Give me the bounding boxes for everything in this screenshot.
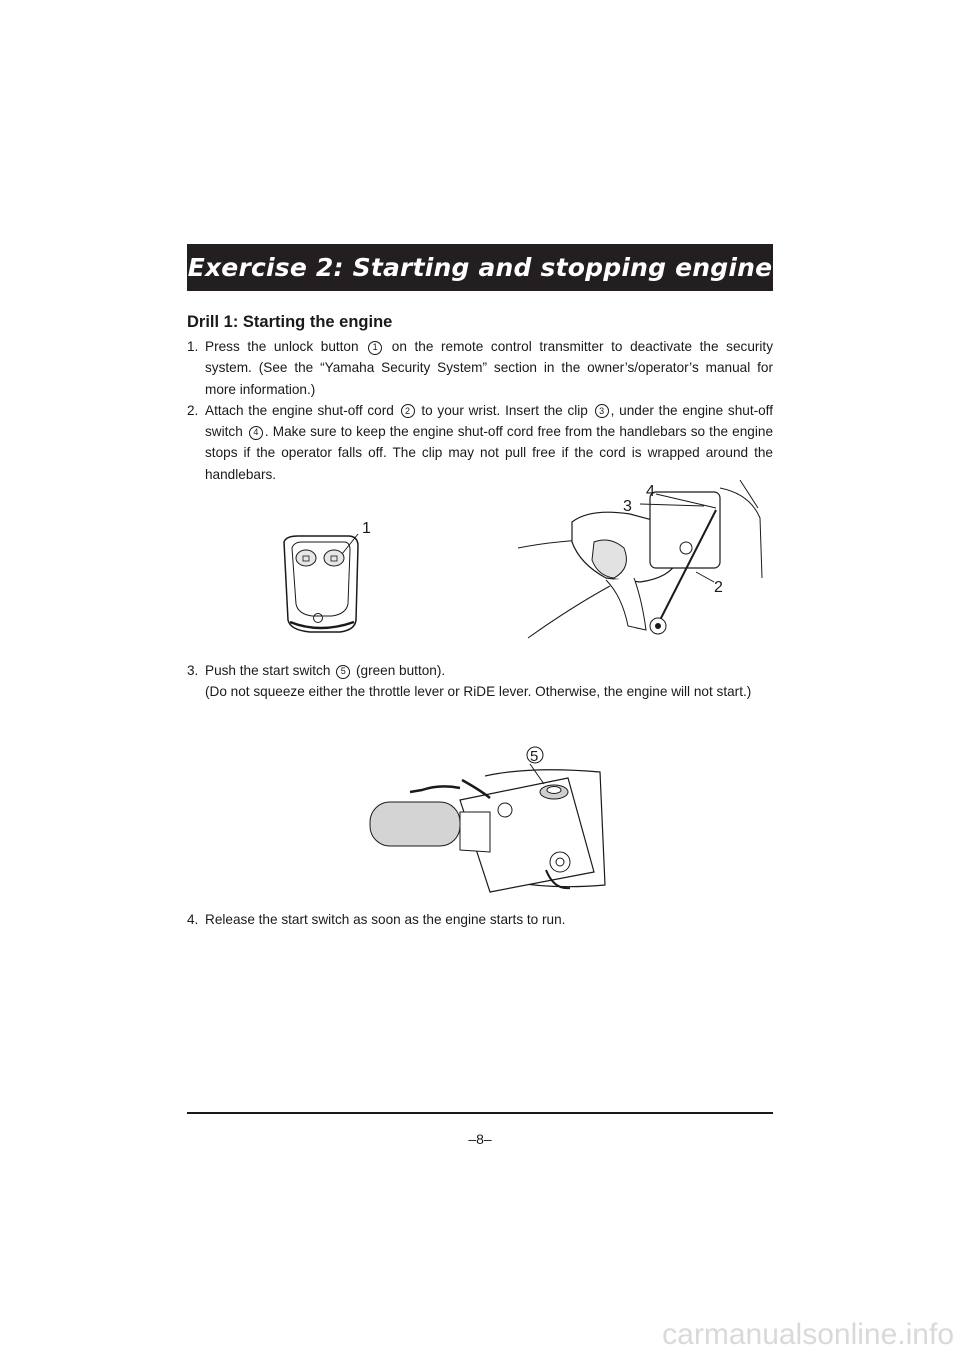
step-note: (Do not squeeze either the throttle lever or RiDE lever. Otherwise, the engine will not start.) <box>205 684 752 700</box>
watermark: carmanualsonline.info <box>662 1318 954 1351</box>
step-number: 3. <box>187 663 199 678</box>
footer-divider <box>187 1112 773 1114</box>
step-text: to your wrist. Insert the clip <box>416 402 593 418</box>
handlebar-shutoff-cord-illustration <box>510 478 775 656</box>
step-text: Press the unlock button <box>205 339 367 354</box>
callout-4-label: 4 <box>646 483 655 500</box>
callout-marker: 3 <box>595 404 609 418</box>
callout-1-label: 1 <box>362 520 371 537</box>
step-text: Release the start switch as soon as the engine starts to run. <box>205 912 566 927</box>
main-content <box>187 313 773 485</box>
step-3 <box>187 660 773 703</box>
callout-marker: 1 <box>368 341 382 355</box>
step-text: Push the start switch <box>205 663 335 678</box>
step-4 <box>187 909 773 930</box>
step-number: 1. <box>187 339 199 354</box>
step-number: 4. <box>187 912 199 927</box>
main-content-cont <box>187 660 773 703</box>
drill-heading: Drill 1: Starting the engine <box>187 313 393 331</box>
page-number: –8– <box>468 1131 492 1147</box>
step-text: (green button). <box>352 663 446 678</box>
start-switch-illustration <box>350 740 615 900</box>
callout-marker: 5 <box>336 665 350 679</box>
step-2 <box>187 400 773 485</box>
callout-marker: 4 <box>249 426 263 440</box>
step-text: on the remote control transmitter to deactivate the security system. (See the “Yamaha Security System” section in the owner’s/operator’s manual for more information.) <box>205 339 773 397</box>
page-title: Exercise 2: Starting and stopping engine <box>187 253 773 282</box>
step-text: Attach the engine shut-off cord <box>205 402 399 418</box>
step-text: . Make sure to keep the engine shut-off cord free from the handlebars so the engine stops if the operator falls off. The clip may not pull free if the cord is wrapped around the handlebars. <box>205 424 774 482</box>
callout-2-label: 2 <box>714 579 723 596</box>
main-content-end <box>187 909 773 930</box>
step-text: , under the engine shut-off switch <box>205 402 773 440</box>
section-banner <box>187 244 773 291</box>
remote-transmitter-illustration <box>270 512 400 642</box>
step-1 <box>187 336 773 400</box>
callout-3-label: 3 <box>623 498 632 515</box>
callout-5-label: 5 <box>530 748 539 765</box>
callout-marker: 2 <box>401 404 415 418</box>
step-number: 2. <box>187 402 199 418</box>
